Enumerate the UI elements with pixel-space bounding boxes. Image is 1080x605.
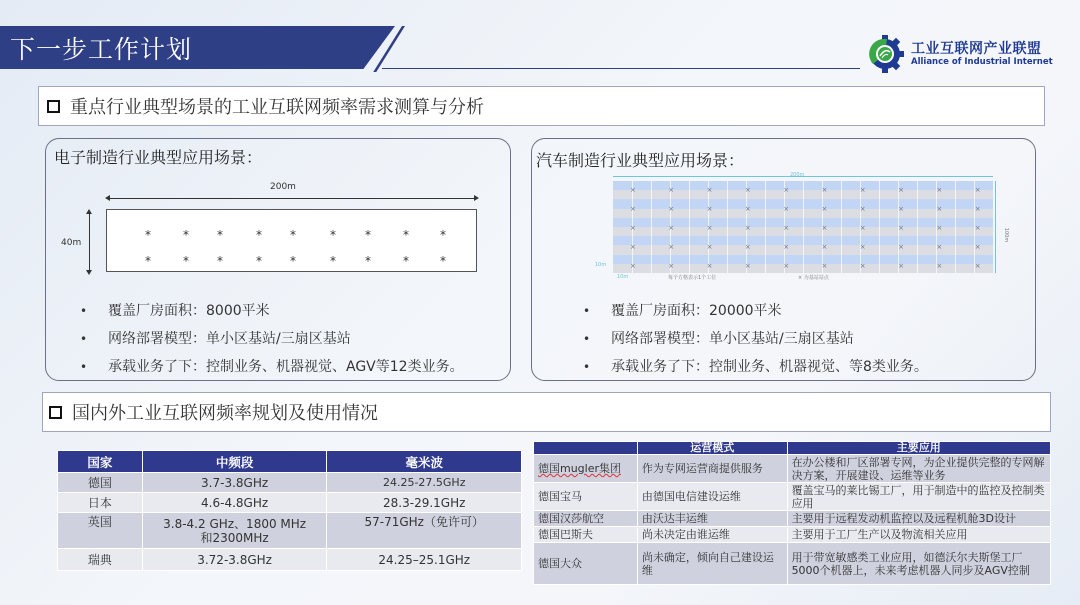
base-station-marker: × — [783, 243, 790, 251]
table-cell: 覆盖宝马的莱比锡工厂，用于制造中的监控及控制类应用 — [787, 483, 1050, 511]
automotive-panel-title: 汽车制造行业典型应用场景： — [536, 151, 745, 170]
grid-line — [955, 181, 956, 273]
base-station-marker: × — [744, 186, 751, 194]
table-row — [534, 455, 1051, 483]
list-item: • 覆盖厂房面积：20000平米 — [583, 297, 928, 325]
base-station-marker: × — [898, 224, 904, 232]
operator-table — [533, 441, 1051, 585]
base-station-marker: × — [783, 186, 790, 194]
base-station-marker: × — [936, 243, 943, 251]
base-station-marker: × — [744, 224, 751, 232]
table-cell: 24.25-27.5GHz — [327, 473, 522, 493]
table-cell: 德国 — [58, 473, 143, 493]
column-header: 运营模式 — [637, 442, 787, 455]
company-name: 德国mugler集团 — [538, 462, 622, 475]
base-station-marker: × — [859, 205, 866, 213]
table-row — [58, 549, 522, 571]
base-station-marker: * — [330, 254, 336, 268]
column-header: 中频段 — [142, 451, 327, 473]
base-station-marker: × — [859, 243, 866, 251]
page-title: 下一步工作计划 — [10, 35, 193, 64]
base-station-marker: * — [145, 254, 151, 268]
electronics-panel-title: 电子制造行业典型应用场景： — [54, 148, 263, 167]
base-station-marker: × — [706, 186, 713, 194]
table-cell: 由德国电信建设运维 — [637, 483, 787, 511]
base-station-marker: * — [183, 228, 189, 242]
section1-heading: 重点行业典型场景的工业互联网频率需求测算与分析 — [70, 97, 484, 118]
base-station-marker: × — [668, 224, 675, 232]
table-cell: 瑞典 — [58, 549, 143, 571]
base-station-marker: × — [821, 262, 828, 270]
spectrum-table — [57, 450, 522, 571]
base-station-marker: * — [290, 254, 296, 268]
table-cell — [534, 455, 638, 483]
cell-size-label: 10m — [617, 274, 629, 280]
table-row — [58, 473, 522, 493]
grid-line — [765, 181, 766, 273]
base-station-marker: × — [706, 262, 713, 270]
automotive-bullet-list — [583, 297, 928, 381]
base-station-marker: × — [859, 186, 866, 194]
width-label: 200m — [270, 182, 296, 192]
list-item: • 承载业务了下：控制业务、机器视觉、AGV等12类业务。 — [80, 353, 464, 381]
base-station-marker: × — [821, 224, 828, 232]
table-cell: 德国汉莎航空 — [534, 511, 638, 527]
electronics-factory-diagram — [55, 178, 495, 278]
base-station-marker: × — [630, 243, 636, 251]
table-row — [534, 483, 1051, 511]
base-station-marker: × — [936, 224, 943, 232]
list-item: • 网络部署模型：单小区基站/三扇区基站 — [583, 325, 928, 353]
grid-line — [917, 181, 918, 273]
base-station-marker: × — [668, 262, 675, 270]
grid-line — [651, 181, 652, 273]
column-header: 国家 — [58, 451, 143, 473]
workstation-grid — [613, 181, 993, 273]
grid-line — [727, 181, 728, 273]
grid-line — [879, 181, 880, 273]
base-station-marker: × — [744, 243, 751, 251]
table-row — [534, 543, 1051, 585]
base-station-marker: × — [744, 205, 751, 213]
table-cell: 主要用于工厂生产以及物流相关应用 — [787, 527, 1050, 543]
base-station-marker: × — [668, 186, 675, 194]
table-cell: 在办公楼和厂区部署专网，为企业提供完整的专网解决方案，开展建设、运维等业务 — [787, 455, 1050, 483]
base-station-marker: * — [440, 254, 446, 268]
table-cell: 3.7-3.8GHz — [142, 473, 327, 493]
table-cell: 德国大众 — [534, 543, 638, 585]
base-station-marker: * — [440, 228, 446, 242]
table-cell: 24.25–25.1GHz — [327, 549, 522, 571]
base-station-marker: × — [630, 262, 636, 270]
table-row — [58, 493, 522, 513]
base-station-marker: × — [974, 243, 981, 251]
base-station-marker: × — [630, 205, 636, 213]
column-header — [534, 442, 638, 455]
base-station-marker: × — [898, 205, 904, 213]
base-station-marker: * — [183, 254, 189, 268]
logo-name-en: Alliance of Industrial Internet — [911, 57, 1053, 67]
height-label: 40m — [61, 238, 82, 248]
section2-heading: 国内外工业互联网频率规划及使用情况 — [72, 403, 378, 424]
base-station-marker: × — [936, 262, 943, 270]
base-station-marker: × — [706, 224, 713, 232]
legend-marker: × 为基站站点 — [798, 275, 829, 281]
logo-name-cn: 工业互联网产业联盟 — [911, 41, 1042, 57]
left-cell-label: 10m — [595, 262, 607, 268]
table-cell: 作为专网运营商提供服务 — [637, 455, 787, 483]
width-label: 200m — [790, 172, 805, 178]
table-cell: 3.72-3.8GHz — [142, 549, 327, 571]
column-header: 毫米波 — [327, 451, 522, 473]
legend-cell: 每个方格表示1个工位 — [668, 275, 717, 281]
title-underline — [382, 68, 860, 69]
table-row — [58, 513, 522, 549]
table-cell: 尚未决定由谁运维 — [637, 527, 787, 543]
table-cell: 日本 — [58, 493, 143, 513]
base-station-marker: * — [403, 254, 409, 268]
base-station-marker: × — [821, 186, 828, 194]
table-cell: 28.3-29.1GHz — [327, 493, 522, 513]
base-station-marker: × — [898, 186, 904, 194]
table-cell: 4.6-4.8GHz — [142, 493, 327, 513]
base-station-marker: × — [974, 262, 981, 270]
table-cell: 由沃达丰运维 — [637, 511, 787, 527]
base-station-marker: * — [365, 254, 371, 268]
alliance-logo — [865, 34, 1055, 74]
height-label: 100m — [1003, 227, 1010, 243]
table-cell: 德国巴斯夫 — [534, 527, 638, 543]
table-cell: 德国宝马 — [534, 483, 638, 511]
base-station-marker: × — [974, 186, 981, 194]
base-station-marker: * — [365, 228, 371, 242]
base-station-marker: * — [145, 228, 151, 242]
table-header-row — [58, 451, 522, 473]
width-arrow — [107, 198, 477, 199]
section2-header-box — [42, 392, 1051, 432]
base-station-marker: × — [974, 224, 981, 232]
base-station-marker: × — [859, 224, 866, 232]
base-station-marker: × — [706, 205, 713, 213]
base-station-marker: * — [290, 228, 296, 242]
base-station-marker: * — [256, 254, 262, 268]
base-station-marker: × — [630, 224, 636, 232]
column-header: 主要应用 — [787, 442, 1050, 455]
square-bullet-icon — [49, 406, 62, 419]
list-item: • 承载业务了下：控制业务、机器视觉、等8类业务。 — [583, 353, 928, 381]
base-station-marker: × — [783, 262, 790, 270]
table-row — [534, 527, 1051, 543]
table-cell: 3.8-4.2 GHz、1800 MHz和2300MHz — [142, 513, 327, 549]
base-station-marker: * — [403, 228, 409, 242]
grid-line — [803, 181, 804, 273]
base-station-marker: * — [330, 228, 336, 242]
base-station-marker: * — [256, 228, 262, 242]
table-cell: 57-71GHz（免许可） — [327, 513, 522, 549]
base-station-marker: × — [706, 243, 713, 251]
table-cell: 英国 — [58, 513, 143, 549]
base-station-marker: × — [936, 205, 943, 213]
gear-globe-logo-icon — [865, 34, 905, 74]
table-header-row — [534, 442, 1051, 455]
base-station-marker: × — [668, 205, 675, 213]
height-dimension-line — [995, 181, 996, 273]
base-station-marker: × — [630, 186, 636, 194]
grid-line — [689, 181, 690, 273]
base-station-marker: × — [936, 186, 943, 194]
section1-header-box — [38, 86, 1045, 126]
list-item: • 覆盖厂房面积：8000平米 — [80, 297, 464, 325]
base-station-marker: * — [217, 254, 223, 268]
table-cell: 用于带宽敏感类工业应用，如德沃尔夫斯堡工厂5000个机器上，未来考虑机器人同步及AGV控制 — [787, 543, 1050, 585]
table-cell: 主要用于远程发动机监控以及远程机舱3D设计 — [787, 511, 1050, 527]
base-station-marker: × — [783, 205, 790, 213]
base-station-marker: × — [821, 205, 828, 213]
base-station-marker: × — [668, 243, 675, 251]
page-number: 6 — [43, 569, 49, 579]
table-row — [534, 511, 1051, 527]
electronics-bullet-list — [80, 297, 464, 381]
base-station-marker: × — [821, 243, 828, 251]
list-item: • 网络部署模型：单小区基站/三扇区基站 — [80, 325, 464, 353]
table-cell: 尚未确定，倾向自己建设运维 — [637, 543, 787, 585]
base-station-marker: × — [974, 205, 981, 213]
grid-line — [841, 181, 842, 273]
automotive-factory-diagram — [585, 172, 1020, 287]
base-station-marker: × — [898, 262, 904, 270]
base-station-marker: × — [783, 224, 790, 232]
base-station-marker: × — [859, 262, 866, 270]
base-station-marker: * — [217, 228, 223, 242]
square-bullet-icon — [47, 100, 60, 113]
base-station-marker: × — [898, 243, 904, 251]
height-arrow — [89, 211, 90, 273]
base-station-marker: × — [744, 262, 751, 270]
